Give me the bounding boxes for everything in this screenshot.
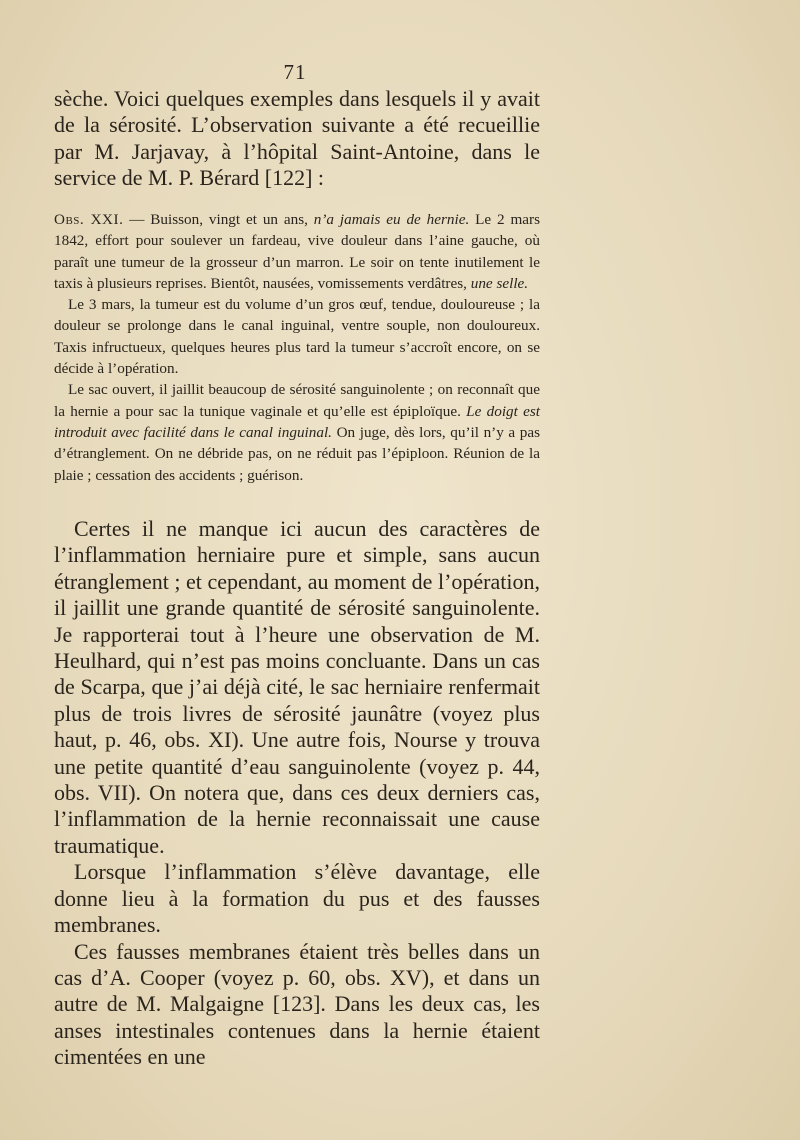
observation-paragraph-1: [54, 209, 540, 294]
observation-p1-end: Le 2 mars 1842, effort pour soulever un fardeau, vive douleur dans l’aine gauche, où paraît une tumeur de la grosseur d’un marron. Le soir on tente inutilement le taxis à plusieurs reprises. Bientôt, nausées, vomissements verdâtres,: [54, 211, 540, 292]
page-number: 71: [283, 60, 307, 84]
main-text: [54, 516, 540, 1071]
body-paragraph-1: Certes il ne manque ici aucun des caractères de l’inflammation herniaire pure et simple, sans aucun étranglement ; et cependant, au moment de l’opération, il jaillit une grande quantité de sérosité sanguinolente. Je rapporterai tout à l’heure une observation de M. Heulhard, qui n’est pas moins concluante. Dans un cas de Scarpa, que j’ai déjà cité, le sac herniaire renfermait plus de trois livres de sérosité jaunâtre (voyez plus haut, p. 46, obs. XI). Une autre fois, Nourse y trouva une petite quantité d’eau sanguinolente (voyez p. 44, obs. VII). On notera que, dans ces deux derniers cas, l’inflammation de la hernie reconnaissait une cause traumatique.: [54, 516, 540, 858]
observation-p3-italic: Le doigt est introduit avec facilité dans le canal inguinal.: [54, 402, 541, 441]
observation-p3-start: Le sac ouvert, il jaillit beaucoup de sérosité sanguinolente ; on reconnaît que la hernie a pour sac la tunique vaginale et qu’elle est épiploïque.: [54, 381, 540, 420]
observation-paragraph-2: Le 3 mars, la tumeur est du volume d’un gros œuf, tendue, douloureuse ; la douleur se prolonge dans le canal inguinal, ventre souple, non douloureux. Taxis infructueux, quelques heures plus tard la tumeur s’accroît encore, on se décide à l’opération.: [54, 296, 540, 378]
observation-paragraph-3: [54, 379, 540, 485]
intro-paragraph: [54, 86, 540, 192]
intro-text: sèche. Voici quelques exemples dans lesquels il y avait de la sérosité. L’observation suivante a été recueillie par M. Jarjavay, à l’hôpital Saint-Antoine, dans le service de M. P. Bérard [122] :: [54, 86, 540, 191]
observation-block: [54, 209, 540, 486]
body-paragraph-3: Ces fausses membranes étaient très belles dans un cas d’A. Cooper (voyez p. 60, obs. XV), et dans un autre de M. Malgaigne [123]. Dans les deux cas, les anses intestinales contenues dans la hernie étaient cimentées en une: [54, 938, 540, 1070]
observation-p3-end: On juge, dès lors, qu’il n’y a pas d’étranglement. On ne débride pas, on ne réduit pas l’épiploon. Réunion de la plaie ; cessation des accidents ; guérison.: [54, 423, 540, 484]
observation-label: Obs. XXI.: [54, 211, 124, 228]
observation-p1-start: — Buisson, vingt et un ans,: [123, 211, 314, 228]
observation-p1-italic: n’a jamais eu de hernie.: [313, 211, 470, 228]
body-paragraph-2: Lorsque l’inflammation s’élève davantage, elle donne lieu à la formation du pus et des fausses membranes.: [54, 859, 540, 938]
observation-p1-italic-2: une selle.: [470, 274, 529, 292]
